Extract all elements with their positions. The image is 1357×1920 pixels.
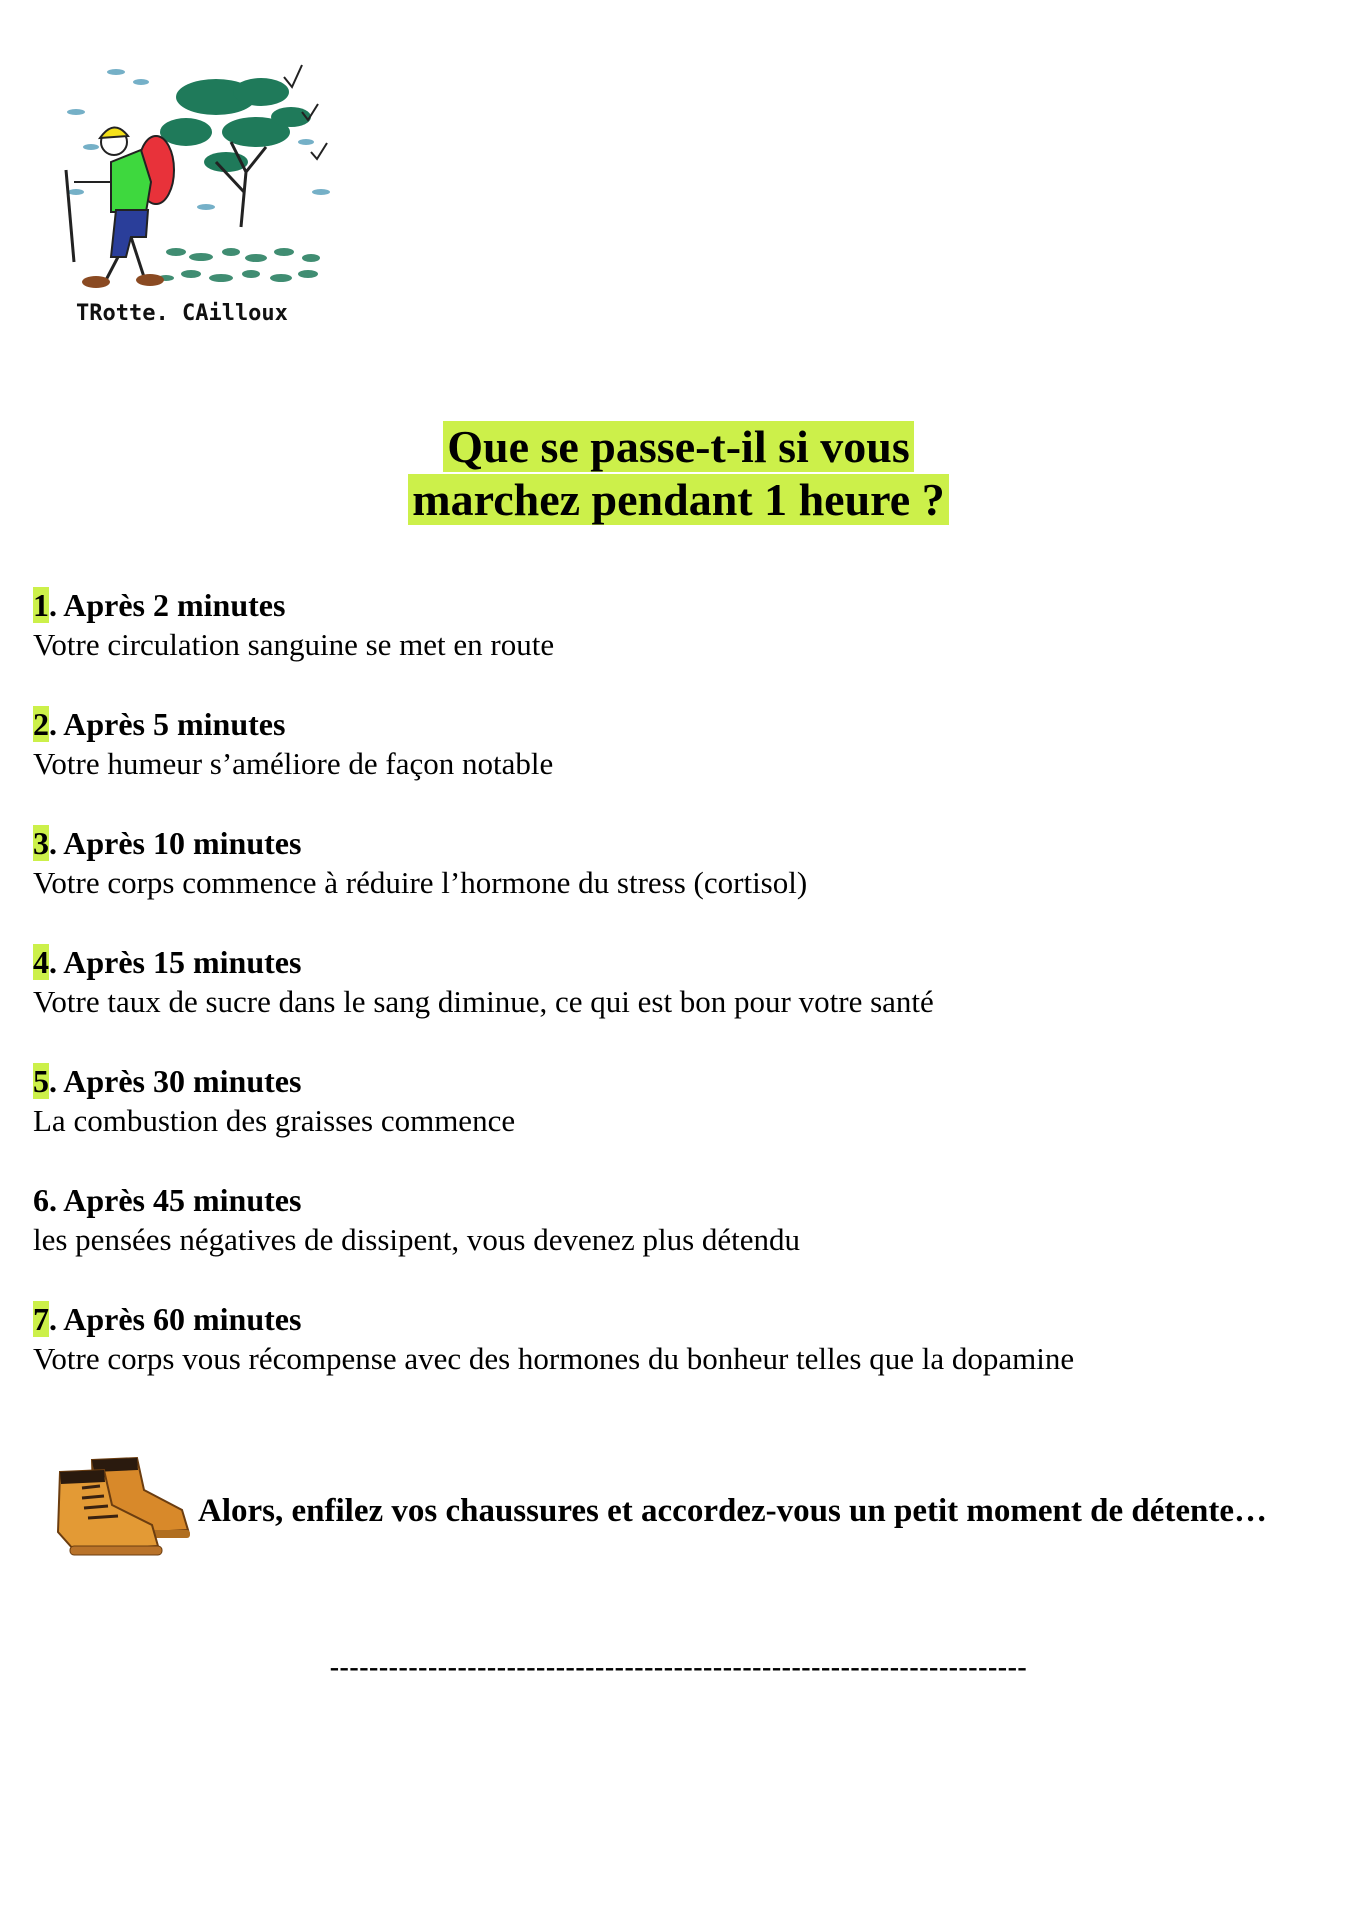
item-heading-text: . Après 5 minutes [49, 706, 286, 742]
item-heading [33, 823, 1333, 863]
trotte-cailloux-logo [56, 52, 346, 334]
item-heading [33, 1061, 1333, 1101]
item-number: 6 [33, 1182, 49, 1218]
item-heading-text: . Après 10 minutes [49, 825, 302, 861]
item-heading-text: . Après 60 minutes [49, 1301, 302, 1337]
item-heading-text: . Après 30 minutes [49, 1063, 302, 1099]
steps-list [33, 585, 1333, 1418]
item-number: 5 [33, 1063, 49, 1099]
title-line-2: marchez pendant 1 heure ? [408, 474, 948, 525]
title-line-1: Que se passe-t-il si vous [443, 421, 914, 472]
list-item [33, 1299, 1333, 1418]
separator-line: ----------------------------------------------------------------------- [329, 1652, 1028, 1683]
logo-caption: TRotte. CAilloux [76, 301, 288, 326]
hiker-illustration [56, 52, 346, 334]
item-heading-text: . Après 15 minutes [49, 944, 302, 980]
hiking-boots-image [52, 1450, 194, 1562]
list-item [33, 585, 1333, 704]
item-number: 7 [33, 1301, 49, 1337]
item-number: 3 [33, 825, 49, 861]
item-text: Votre corps vous récompense avec des hormones du bonheur telles que la dopamine [33, 1341, 1075, 1376]
list-item [33, 704, 1333, 823]
item-heading [33, 942, 1333, 982]
item-heading [33, 1299, 1333, 1339]
item-text: les pensées négatives de dissipent, vous devenez plus détendu [33, 1222, 801, 1257]
item-heading [33, 1180, 1333, 1220]
page-title [0, 420, 1357, 526]
item-heading-text: . Après 45 minutes [49, 1182, 302, 1218]
item-number: 2 [33, 706, 49, 742]
item-text: Votre taux de sucre dans le sang diminue, ce qui est bon pour votre santé [33, 984, 934, 1019]
list-item [33, 942, 1333, 1061]
item-text: Votre corps commence à réduire l’hormone du stress (cortisol) [33, 865, 808, 900]
item-heading-text: . Après 2 minutes [49, 587, 286, 623]
boots-icon [52, 1450, 194, 1562]
item-number: 1 [33, 587, 49, 623]
conclusion-text: Alors, enfilez vos chaussures et accordez-vous un petit moment de détente… [198, 1493, 1267, 1529]
item-number: 4 [33, 944, 49, 980]
item-heading [33, 585, 1333, 625]
item-text: La combustion des graisses commence [33, 1103, 516, 1138]
item-text: Votre humeur s’améliore de façon notable [33, 746, 554, 781]
item-text: Votre circulation sanguine se met en route [33, 627, 555, 662]
item-heading [33, 704, 1333, 744]
list-item [33, 1180, 1333, 1299]
list-item [33, 1061, 1333, 1180]
list-item [33, 823, 1333, 942]
